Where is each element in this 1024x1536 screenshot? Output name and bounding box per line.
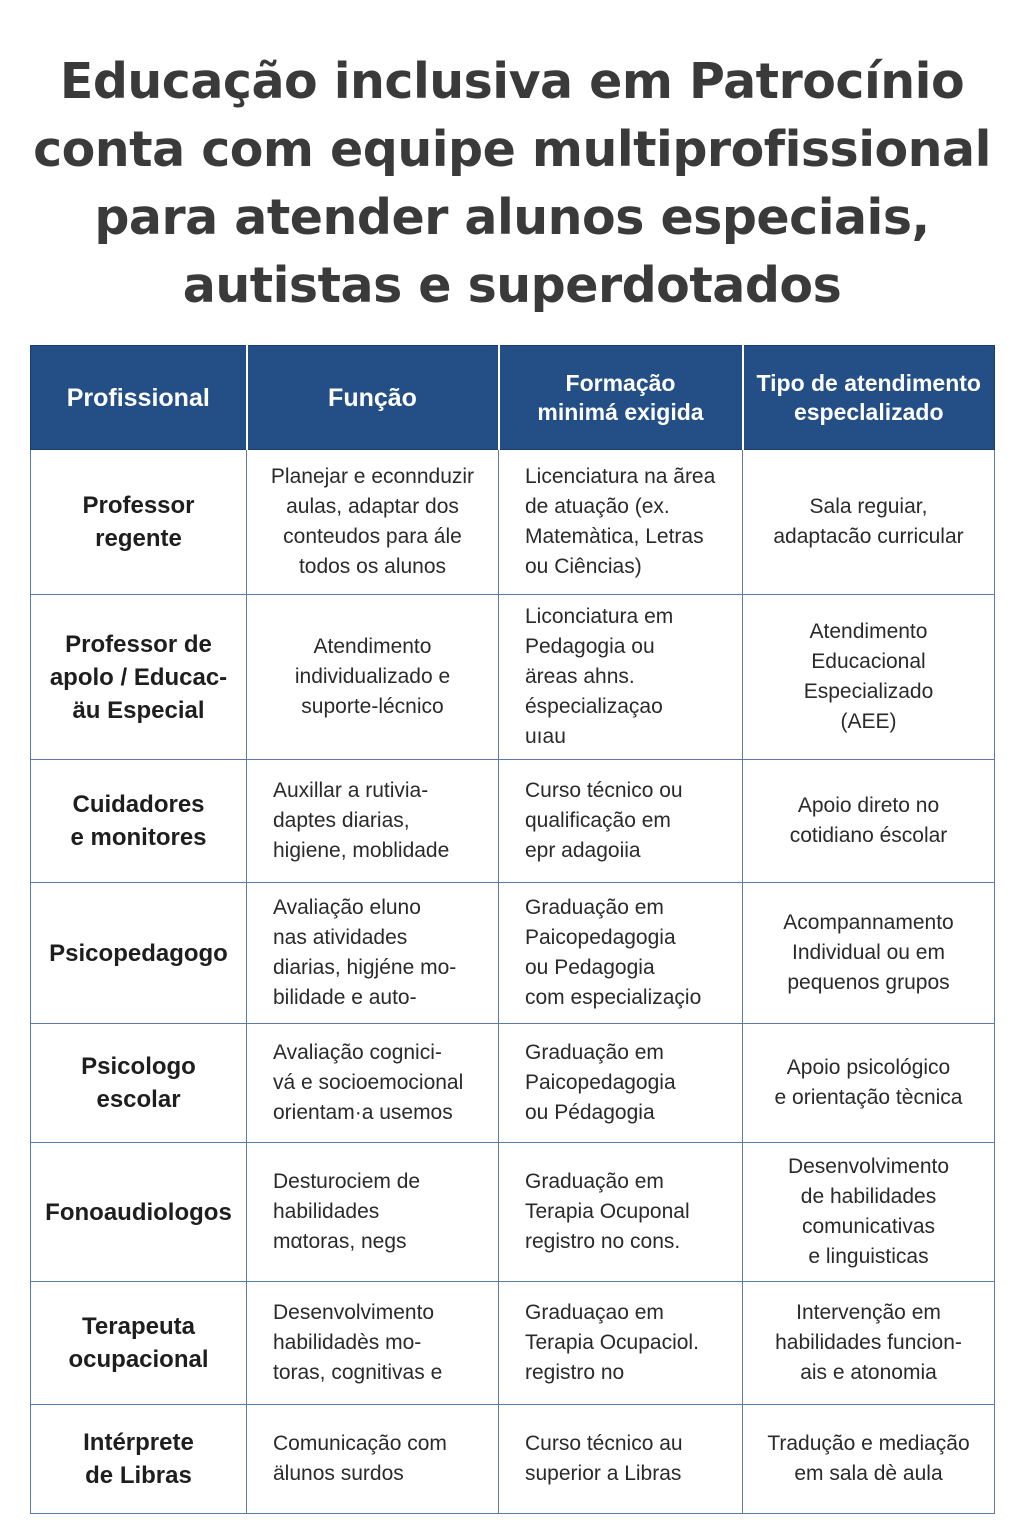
cell-funcao: Avaliação eluno nas atividades diarias, higjéne mo- bilidade e auto- [247, 883, 499, 1024]
cell-funcao: Atendimento individualizado e suporte-lécnico [247, 595, 499, 760]
page-title [0, 48, 1024, 320]
cell-formacao: Graduação em Terapia Ocuponal registro no cons. [499, 1143, 743, 1282]
cell-tipo: Acompannamento Individual ou em pequenos grupos [743, 883, 995, 1024]
cell-tipo: Apoio psicológico e orientação tècnica [743, 1024, 995, 1143]
cell-tipo: Apoio direto no cotidiano éscolar [743, 760, 995, 883]
cell-formacao: Graduação em Paicopedagogia ou Pedagogia com especializaçio [499, 883, 743, 1024]
cell-funcao: Avaliação cognici- vá e socioemocional orientam·a usemos [247, 1024, 499, 1143]
cell-funcao: Desturociem de habilidades mαtoras, negs [247, 1143, 499, 1282]
cell-tipo: Desenvolvimento de habilidades comunicativas e linguisticas [743, 1143, 995, 1282]
cell-profissional: Professor regente [31, 450, 247, 595]
cell-tipo: Atendimento Educacional Especializado (AEE) [743, 595, 995, 760]
table-row [31, 450, 995, 595]
cell-profissional: Fonoaudiologos [31, 1143, 247, 1282]
cell-funcao: Comunicação com älunos surdos [247, 1405, 499, 1514]
cell-formacao: Licenciatura na ãrea de atuação (ex. Matemàtica, Letras ou Ciências) [499, 450, 743, 595]
cell-profissional: Psicologo escolar [31, 1024, 247, 1143]
header-funcao: Função [247, 346, 499, 450]
table-row [31, 883, 995, 1024]
cell-profissional: Terapeuta ocupacional [31, 1282, 247, 1405]
cell-profissional: Intérprete de Libras [31, 1405, 247, 1514]
cell-profissional: Psicopedagogo [31, 883, 247, 1024]
cell-funcao: Auxillar a rutivia- daptes diarias, higiene, moblidade [247, 760, 499, 883]
title-line-1: Educação inclusiva em Patrocínio [59, 53, 965, 110]
title-line-4: autistas e superdotados [182, 257, 842, 314]
cell-tipo: Intervenção em habilidades funcion- ais e atonomia [743, 1282, 995, 1405]
cell-profissional: Cuidadores e monitores [31, 760, 247, 883]
title-line-3: para atender alunos especiais, [94, 189, 930, 246]
table-row [31, 1024, 995, 1143]
table-row [31, 595, 995, 760]
table-row [31, 1282, 995, 1405]
header-tipo-atendimento: Tipo de atendimento especlalizado [743, 346, 995, 450]
table-row [31, 760, 995, 883]
cell-formacao: Liconciatura em Pedagogia ou äreas ahns. éspecializaçao uıau [499, 595, 743, 760]
cell-tipo: Tradução e mediação em sala dè aula [743, 1405, 995, 1514]
table-header-row [31, 346, 995, 450]
cell-formacao: Curso técnico au superior a Libras [499, 1405, 743, 1514]
title-line-2: conta com equipe multiprofissional [33, 121, 991, 178]
cell-funcao: Planejar e econnduzir aulas, adaptar dos conteudos para ále todos os alunos [247, 450, 499, 595]
table-row [31, 1143, 995, 1282]
professionals-table [30, 345, 995, 1514]
cell-formacao: Graduação em Paicopedagogia ou Pédagogia [499, 1024, 743, 1143]
table-row [31, 1405, 995, 1514]
cell-profissional: Professor de apolo / Educac- äu Especial [31, 595, 247, 760]
cell-formacao: Curso técnico ou qualificação em epr adagoiia [499, 760, 743, 883]
cell-funcao: Desenvolvimento habilidadès mo- toras, cognitivas e [247, 1282, 499, 1405]
header-formacao: Formação minimá exigida [499, 346, 743, 450]
cell-formacao: Graduaçao em Terapia Ocupaciol. registro no [499, 1282, 743, 1405]
cell-tipo: Sala reguiar, adaptacão curricular [743, 450, 995, 595]
header-profissional: Profissional [31, 346, 247, 450]
